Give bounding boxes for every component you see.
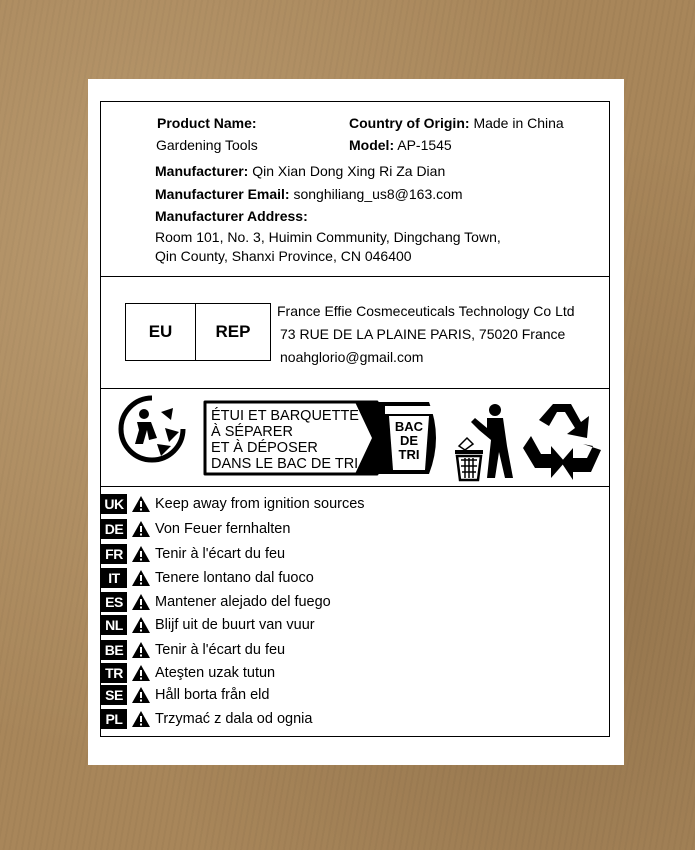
- triman-line: À SÉPARER: [211, 424, 293, 440]
- bac-text: DE: [399, 433, 419, 448]
- divider: [101, 486, 609, 487]
- warning-row: [101, 592, 331, 612]
- country-code-badge: DE: [101, 519, 127, 539]
- triman-info-block: [197, 394, 445, 481]
- country-code-badge: BE: [101, 640, 127, 660]
- bac-de-tri-bin-icon: [377, 398, 441, 478]
- warning-row: [101, 568, 314, 588]
- product-label: [88, 79, 624, 765]
- warning-text: Tenir à l'écart du feu: [155, 546, 286, 562]
- warning-triangle-icon: [131, 593, 151, 611]
- country-code-badge: SE: [101, 685, 127, 705]
- country-code-badge: UK: [101, 494, 127, 514]
- country-code-badge: TR: [101, 663, 127, 683]
- origin-value: Made in China: [473, 115, 564, 131]
- manufacturer-email: [155, 186, 463, 203]
- label-frame: [100, 101, 610, 737]
- rep-mark: REP: [215, 322, 251, 341]
- warning-row: [101, 615, 315, 635]
- eu-rep-badge: [125, 303, 271, 361]
- warning-row: [101, 494, 365, 514]
- divider: [101, 388, 609, 389]
- country-code-badge: FR: [101, 544, 127, 564]
- manufacturer: [155, 163, 445, 180]
- warning-text: Tenir à l'écart du feu: [155, 642, 286, 658]
- manufacturer-value: Qin Xian Dong Xing Ri Za Dian: [252, 163, 446, 179]
- divider: [101, 276, 609, 277]
- warning-row: [101, 519, 290, 539]
- email-label: Manufacturer Email:: [155, 186, 290, 202]
- warning-triangle-icon: [131, 569, 151, 587]
- origin-label: Country of Origin:: [349, 115, 470, 131]
- eu-mark: EU: [126, 304, 196, 360]
- country-of-origin: [349, 115, 564, 132]
- warning-triangle-icon: [131, 686, 151, 704]
- product-name-label: Product Name:: [157, 115, 257, 131]
- manufacturer-label: Manufacturer:: [155, 163, 249, 179]
- warning-text: Keep away from ignition sources: [155, 496, 365, 512]
- country-code-badge: IT: [101, 568, 127, 588]
- recycle-icon: [521, 398, 605, 482]
- product-name-value: Gardening Tools: [156, 137, 258, 153]
- warning-text: Von Feuer fernhalten: [155, 521, 291, 537]
- warning-text: Blijf uit de buurt van vuur: [155, 617, 315, 633]
- warning-text: Håll borta från eld: [155, 687, 270, 703]
- eu-rep-email: noahglorio@gmail.com: [280, 349, 424, 365]
- warning-triangle-icon: [131, 710, 151, 728]
- warning-row: [101, 544, 285, 564]
- warning-triangle-icon: [131, 664, 151, 682]
- model-value: AP-1545: [397, 137, 452, 153]
- address-line-2: Qin County, Shanxi Province, CN 046400: [155, 248, 412, 264]
- eu-rep-address: 73 RUE DE LA PLAINE PARIS, 75020 France: [280, 326, 566, 342]
- model-label: Model:: [349, 137, 395, 153]
- warning-triangle-icon: [131, 495, 151, 513]
- eu-rep-company: France Effie Cosmeceuticals Technology Co Ltd: [277, 303, 575, 319]
- country-code-badge: ES: [101, 592, 127, 612]
- warning-text: Tenere lontano dal fuoco: [155, 570, 314, 586]
- address-line-1: Room 101, No. 3, Huimin Community, Dingchang Town,: [155, 229, 501, 245]
- tidyman-icon: [451, 400, 517, 482]
- triman-icon: [117, 394, 187, 464]
- triman-line: DANS LE BAC DE TRI: [211, 456, 359, 472]
- country-code-badge: NL: [101, 615, 127, 635]
- warning-row: [101, 640, 285, 660]
- country-code-badge: PL: [101, 709, 127, 729]
- address-label: Manufacturer Address:: [155, 208, 308, 224]
- warning-row: [101, 685, 269, 705]
- email-value: songhiliang_us8@163.com: [293, 186, 463, 202]
- bac-text: TRI: [398, 447, 420, 462]
- warning-text: Trzymać z dala od ognia: [155, 711, 313, 727]
- triman-line: ÉTUI ET BARQUETTE: [211, 408, 359, 424]
- warning-triangle-icon: [131, 616, 151, 634]
- warning-triangle-icon: [131, 545, 151, 563]
- warning-triangle-icon: [131, 520, 151, 538]
- warning-row: [101, 709, 312, 729]
- warning-triangle-icon: [131, 641, 151, 659]
- warning-text: Ateşten uzak tutun: [155, 665, 276, 681]
- triman-text: [211, 408, 359, 472]
- triman-line: ET À DÉPOSER: [211, 440, 318, 456]
- warning-row: [101, 663, 275, 683]
- bac-text: BAC: [394, 419, 424, 434]
- model: [349, 137, 452, 154]
- warning-text: Mantener alejado del fuego: [155, 594, 331, 610]
